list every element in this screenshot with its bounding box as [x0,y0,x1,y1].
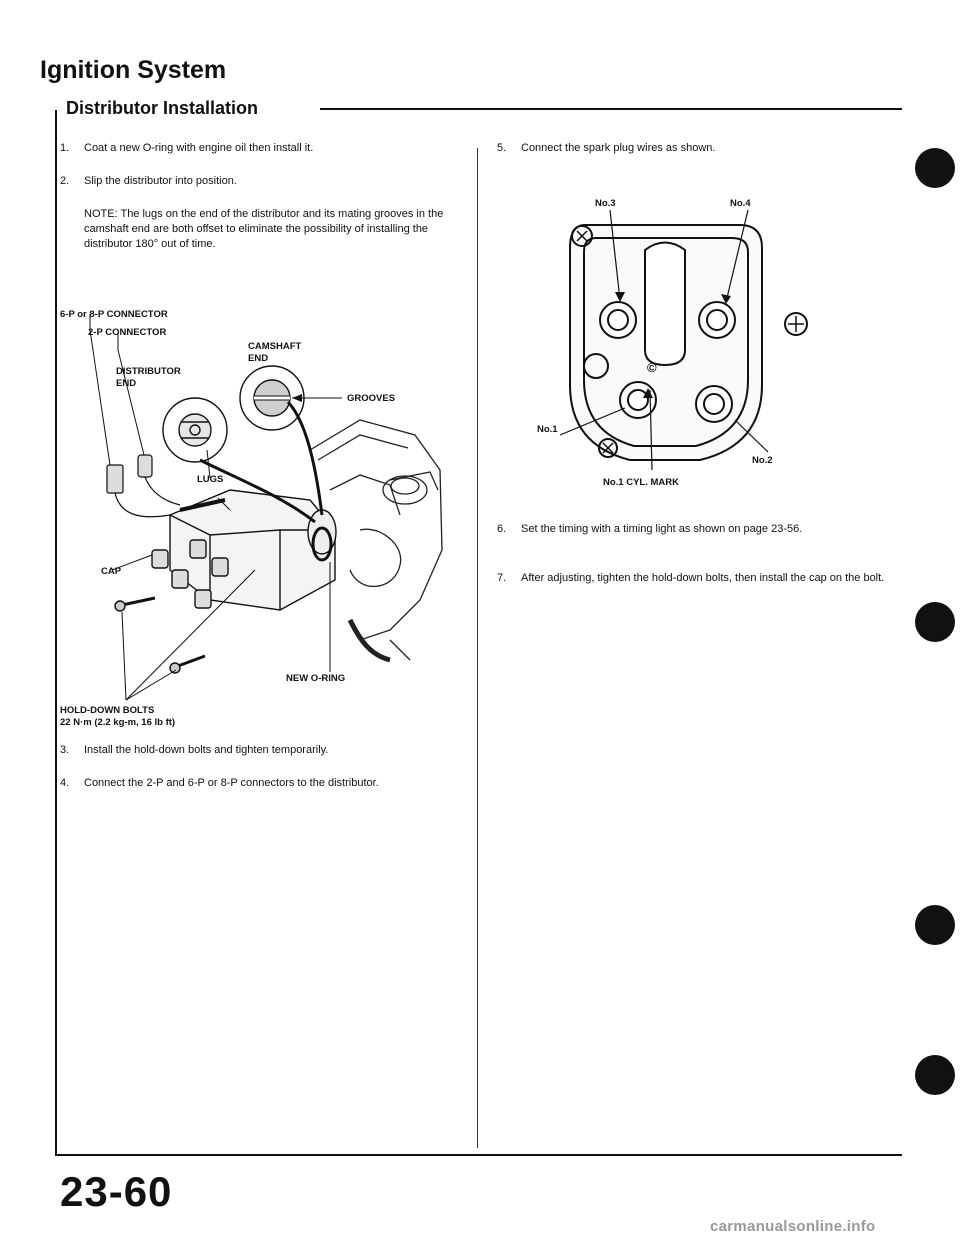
label-no2: No.2 [752,455,773,466]
step-text: Connect the 2-P and 6-P or 8-P connectors to the distributor. [84,777,379,789]
label-6p-8p-connector: 6-P or 8-P CONNECTOR [60,309,168,320]
binding-hole [915,1055,955,1095]
section-rule [320,108,902,110]
step-text: Connect the spark plug wires as shown. [521,142,716,154]
label-lugs: LUGS [197,474,224,485]
step-number: 7. [497,572,507,584]
label-distributor-end: DISTRIBUTOR END [116,366,181,389]
step-text: Slip the distributor into position. [84,175,237,187]
page-number: 23-60 [60,1168,173,1215]
label-c-mark: © [647,360,657,375]
binding-hole [915,602,955,642]
step-number: 5. [497,142,507,154]
step-text: Install the hold-down bolts and tighten temporarily. [84,744,329,756]
distributor-cap-figure [500,180,840,500]
step-5 [497,141,887,157]
step-3 [60,743,455,759]
step-text: After adjusting, tighten the hold-down bolts, then install the cap on the bolt. [521,572,885,584]
note-text: NOTE: The lugs on the end of the distributor and its mating grooves in the camshaft end are both offset to eliminate the possibility of installing the distributor 180° out of time. [84,208,444,250]
step-6 [497,522,887,554]
label-cap: CAP [101,566,122,577]
label-2p-connector: 2-P CONNECTOR [88,327,167,338]
binding-hole [915,905,955,945]
step-number: 4. [60,777,70,789]
label-new-o-ring: NEW O-RING [286,673,346,684]
binding-hole [915,148,955,188]
step-number: 2. [60,175,70,187]
label-camshaft-end: CAMSHAFT END [248,341,302,364]
label-hold-down-bolts: HOLD-DOWN BOLTS [60,705,155,716]
label-grooves: GROOVES [347,393,396,404]
step-number: 6. [497,523,507,535]
column-divider [477,148,478,1148]
footer-watermark[interactable]: carmanualsonline.info [710,1218,876,1235]
step-2-note [84,207,455,252]
step-2 [60,174,455,190]
step-7 [497,571,887,603]
step-number: 1. [60,142,70,154]
label-no1: No.1 [537,424,558,435]
step-4 [60,776,455,808]
step-text: Coat a new O-ring with engine oil then install it. [84,142,314,154]
label-torque-spec: 22 N·m (2.2 kg-m, 16 lb ft) [60,717,176,728]
label-no3: No.3 [595,198,616,209]
label-cyl-mark: No.1 CYL. MARK [603,477,679,488]
page-title: Ignition System [40,56,227,84]
section-title: Distributor Installation [66,98,259,118]
label-no4: No.4 [730,198,751,209]
step-text: Set the timing with a timing light as shown on page 23-56. [521,523,803,535]
step-1 [60,141,455,157]
frame-left-rule [55,110,57,1155]
step-number: 3. [60,744,70,756]
frame-bottom-rule [55,1154,902,1156]
